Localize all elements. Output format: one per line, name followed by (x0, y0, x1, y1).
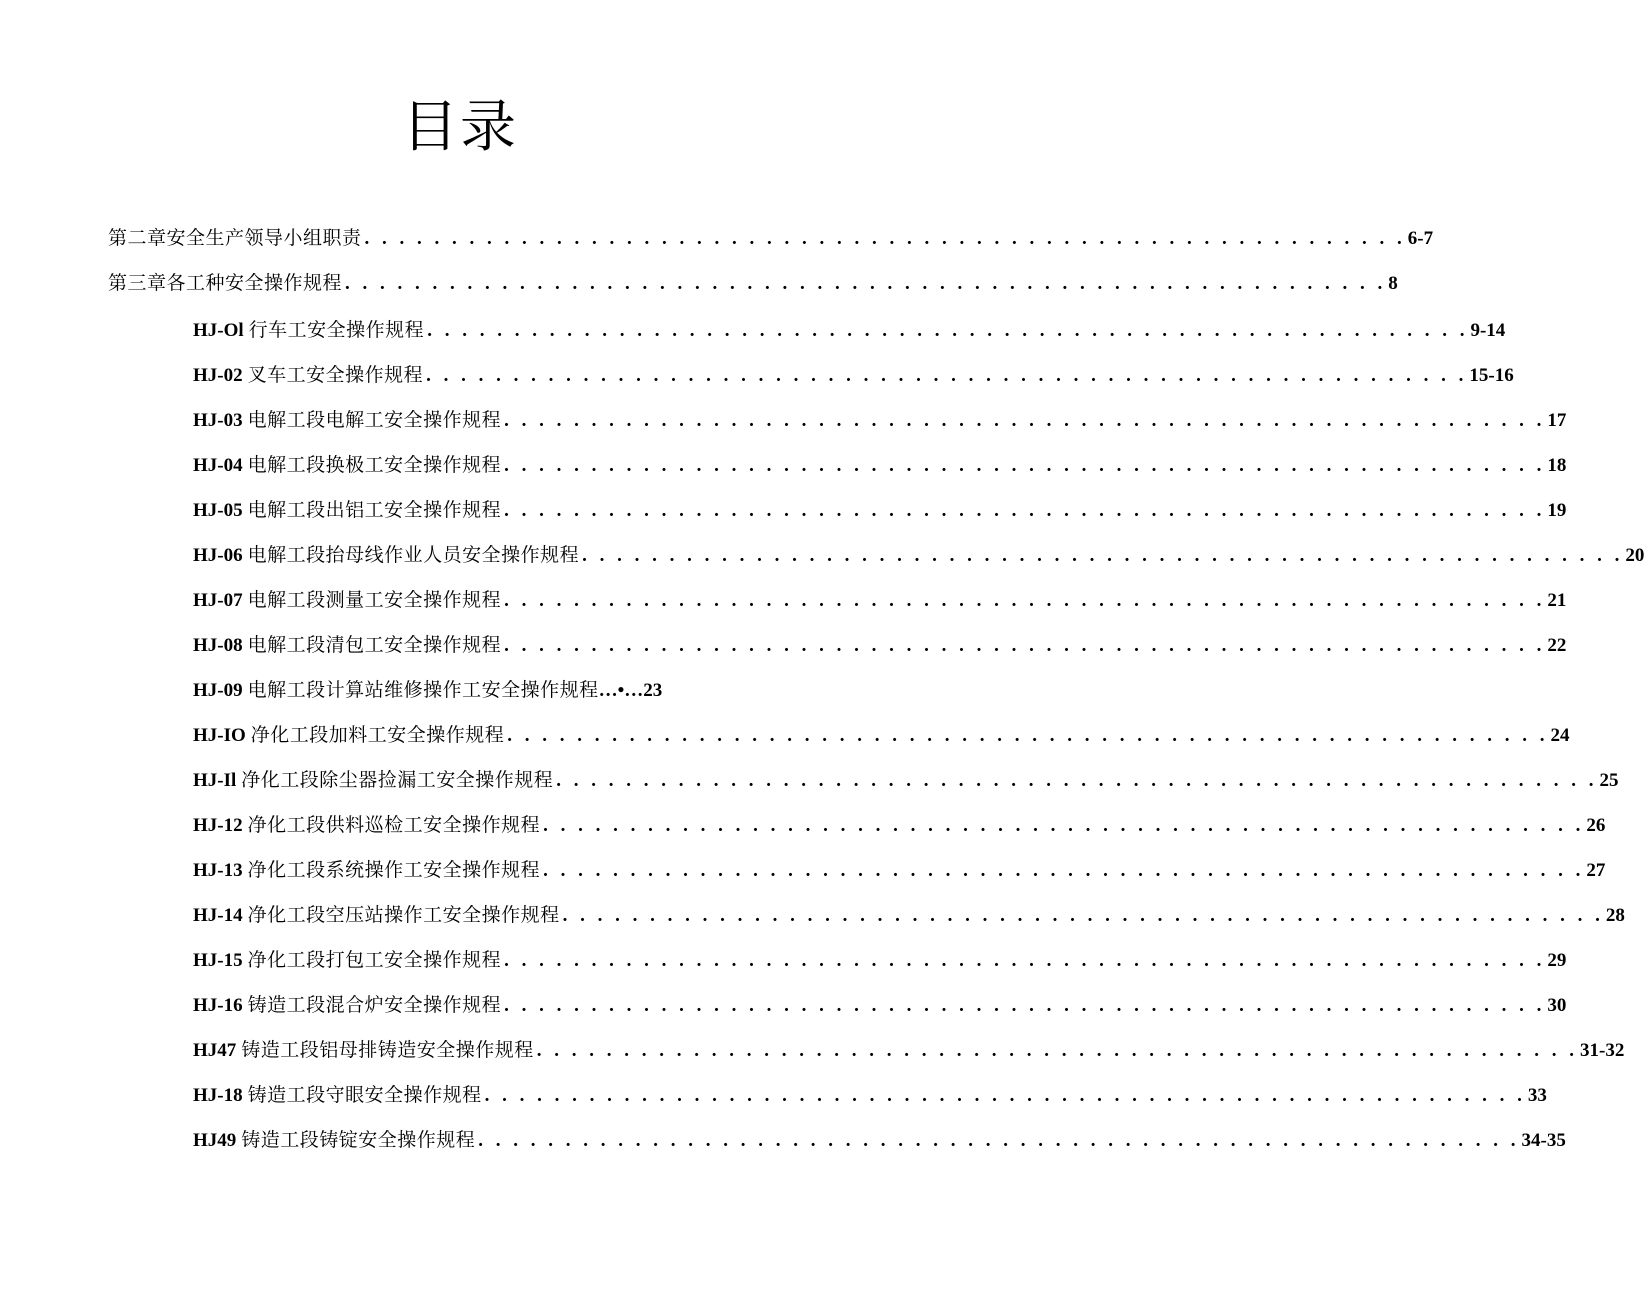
toc-page-number: 24 (1550, 725, 1570, 746)
toc-dot-leader: . . . . . . . . . . . . . . . . . . . . . . . . . . . . . . . . . . . . . . . . . . . . . . . . . . . . . . . . . . . . (582, 545, 1624, 566)
toc-entry-row[interactable] (193, 317, 1506, 344)
toc-entry-code: HJ-Il (193, 770, 237, 791)
toc-entry-row[interactable] (193, 767, 1619, 794)
toc-entry-row[interactable] (193, 587, 1567, 614)
toc-entry-row[interactable] (193, 677, 743, 704)
toc-dot-leader: . . . . . . . . . . . . . . . . . . . . . . . . . . . . . . . . . . . . . . . . . . . . . . . . . . . . . . . . . . . . (504, 590, 1546, 611)
toc-entry-row[interactable] (193, 812, 1606, 839)
toc-entry-code: HJ-13 (193, 860, 243, 881)
toc-entry-row[interactable] (193, 1127, 1566, 1154)
toc-entry-code: HJ-02 (193, 365, 243, 386)
toc-entry-title: 电解工段清包工安全操作规程 (247, 634, 502, 656)
toc-entry-code: HJ-14 (193, 905, 243, 926)
toc-entry-code: HJ-18 (193, 1085, 243, 1106)
toc-entry-title: 净化工段供料巡检工安全操作规程 (247, 814, 541, 836)
toc-entry-title: 行车工安全操作规程 (248, 319, 425, 341)
toc-page-number: 25 (1599, 770, 1619, 791)
toc-entry-row[interactable] (193, 632, 1567, 659)
toc-dot-leader: . . . . . . . . . . . . . . . . . . . . . . . . . . . . . . . . . . . . . . . . . . . . . . . . . . . . . . . . . . . . (504, 635, 1546, 656)
toc-chapter-title: 第三章各工种安全操作规程 (108, 272, 343, 294)
toc-page-number: 8 (1388, 273, 1398, 294)
toc-entry-row[interactable] (193, 362, 1514, 389)
toc-entry-title: 铸造工段铸锭安全操作规程 (241, 1129, 476, 1151)
toc-page-number: 27 (1586, 860, 1606, 881)
toc-entry-code: HJ-07 (193, 590, 243, 611)
toc-page-number: 6-7 (1407, 228, 1434, 249)
toc-page-number: 20 (1625, 545, 1644, 566)
toc-entry-row[interactable] (193, 722, 1570, 749)
toc-entry-title: 叉车工安全操作规程 (247, 364, 424, 386)
toc-entry-code: HJ-04 (193, 455, 243, 476)
toc-dot-leader: . . . . . . . . . . . . . . . . . . . . . . . . . . . . . . . . . . . . . . . . . . . . . . . . . . . . . . . . . . . . (364, 228, 1406, 249)
toc-entry-code: HJ-09 (193, 680, 243, 701)
toc-page-number: 29 (1547, 950, 1567, 971)
toc-chapter-title: 第二章安全生产领导小组职责 (108, 227, 362, 249)
toc-entry-code: HJ-06 (193, 545, 243, 566)
toc-page-number: 15-16 (1469, 365, 1514, 386)
toc-dot-leader: . . . . . . . . . . . . . . . . . . . . . . . . . . . . . . . . . . . . . . . . . . . . . . . . . . . . . . . . . . . . (504, 995, 1546, 1016)
toc-dot-leader: . . . . . . . . . . . . . . . . . . . . . . . . . . . . . . . . . . . . . . . . . . . . . . . . . . . . . . . . . . . . (543, 815, 1585, 836)
toc-entry-title: 净化工段打包工安全操作规程 (247, 949, 502, 971)
toc-page-number: 31-32 (1580, 1040, 1625, 1061)
toc-dot-leader: . . . . . . . . . . . . . . . . . . . . . . . . . . . . . . . . . . . . . . . . . . . . . . . . . . . . . . . . . . . . (543, 860, 1585, 881)
toc-dot-leader: . . . . . . . . . . . . . . . . . . . . . . . . . . . . . . . . . . . . . . . . . . . . . . . . . . . . . . . . . . . . (478, 1130, 1520, 1151)
toc-entry-title: 电解工段电解工安全操作规程 (247, 409, 502, 431)
toc-entry-code: HJ-03 (193, 410, 243, 431)
toc-chapter-row[interactable] (108, 270, 1398, 297)
toc-entry-title: 净化工段加料工安全操作规程 (250, 724, 505, 746)
toc-entry-code: HJ-05 (193, 500, 243, 521)
toc-entry-title: 电解工段测量工安全操作规程 (247, 589, 502, 611)
toc-entry-row[interactable] (193, 1082, 1547, 1109)
toc-entry-title: 铸造工段铝母排铸造安全操作规程 (241, 1039, 534, 1061)
toc-dot-leader: . . . . . . . . . . . . . . . . . . . . . . . . . . . . . . . . . . . . . . . . . . . . . . . . . . . . . . . . . . . . (562, 905, 1604, 926)
toc-entry-title: 电解工段计算站维修操作工安全操作规程 (247, 679, 599, 701)
page-title: 目录 (402, 95, 518, 160)
toc-page-number: 22 (1547, 635, 1567, 656)
toc-dot-leader: . . . . . . . . . . . . . . . . . . . . . . . . . . . . . . . . . . . . . . . . . . . . . . . . . . . . . . . . . . . . (504, 500, 1546, 521)
toc-page-number: 30 (1547, 995, 1567, 1016)
toc-dot-leader: . . . . . . . . . . . . . . . . . . . . . . . . . . . . . . . . . . . . . . . . . . . . . . . . . . . . . . . . . . . . (345, 273, 1387, 294)
toc-entry-title: 净化工段除尘器捡漏工安全操作规程 (241, 769, 554, 791)
toc-entry-code: HJ-IO (193, 725, 246, 746)
toc-entry-row[interactable] (193, 947, 1567, 974)
toc-page-number: 18 (1547, 455, 1567, 476)
toc-page-number: 21 (1547, 590, 1567, 611)
toc-dot-leader: . . . . . . . . . . . . . . . . . . . . . . . . . . . . . . . . . . . . . . . . . . . . . . . . . . . . . . . . . . . . (507, 725, 1549, 746)
toc-entry-code: HJ-15 (193, 950, 243, 971)
toc-dot-leader: . . . . . . . . . . . . . . . . . . . . . . . . . . . . . . . . . . . . . . . . . . . . . . . . . . . . . . . . . . . . (484, 1085, 1526, 1106)
toc-entry-code: HJ-08 (193, 635, 243, 656)
toc-entry-code: HJ-12 (193, 815, 243, 836)
toc-dot-leader: . . . . . . . . . . . . . . . . . . . . . . . . . . . . . . . . . . . . . . . . . . . . . . . . . . . . . . . . . . . . (504, 410, 1546, 431)
toc-page-number: 23 (643, 680, 663, 701)
toc-entry-row[interactable] (193, 857, 1606, 884)
toc-dot-leader: . . . . . . . . . . . . . . . . . . . . . . . . . . . . . . . . . . . . . . . . . . . . . . . . . . . . . . . . . . . . (556, 770, 1598, 791)
toc-entry-title: 铸造工段守眼安全操作规程 (247, 1084, 482, 1106)
toc-page-number: 34-35 (1521, 1130, 1566, 1151)
toc-entry-row[interactable] (193, 407, 1567, 434)
toc-entry-title: 净化工段系统操作工安全操作规程 (247, 859, 541, 881)
toc-entry-code: HJ49 (193, 1130, 237, 1151)
toc-entry-title: 电解工段出铝工安全操作规程 (247, 499, 502, 521)
toc-dot-leader: …•… (598, 680, 644, 701)
toc-page-number: 28 (1605, 905, 1625, 926)
toc-entry-row[interactable] (193, 902, 1625, 929)
toc-entry-row[interactable] (193, 1037, 1625, 1064)
toc-dot-leader: . . . . . . . . . . . . . . . . . . . . . . . . . . . . . . . . . . . . . . . . . . . . . . . . . . . . . . . . . . . . (427, 320, 1469, 341)
toc-page-number: 33 (1527, 1085, 1547, 1106)
toc-page-number: 9-14 (1470, 320, 1506, 341)
toc-entry-row[interactable] (193, 497, 1567, 524)
toc-dot-leader: . . . . . . . . . . . . . . . . . . . . . . . . . . . . . . . . . . . . . . . . . . . . . . . . . . . . . . . . . . . . (426, 365, 1468, 386)
toc-entry-code: HJ-16 (193, 995, 243, 1016)
toc-page-number: 26 (1586, 815, 1606, 836)
toc-chapter-row[interactable] (108, 225, 1434, 252)
toc-dot-leader: . . . . . . . . . . . . . . . . . . . . . . . . . . . . . . . . . . . . . . . . . . . . . . . . . . . . . . . . . . . . (504, 950, 1546, 971)
toc-entry-row[interactable] (193, 992, 1567, 1019)
toc-page-number: 19 (1547, 500, 1567, 521)
toc-page-number: 17 (1547, 410, 1567, 431)
toc-entry-title: 净化工段空压站操作工安全操作规程 (247, 904, 560, 926)
toc-entry-code: HJ47 (193, 1040, 237, 1061)
toc-entry-code: HJ-Ol (193, 320, 244, 341)
toc-entry-title: 铸造工段混合炉安全操作规程 (247, 994, 502, 1016)
toc-entry-row[interactable] (193, 542, 1644, 569)
toc-entry-row[interactable] (193, 452, 1567, 479)
toc-entry-title: 电解工段换极工安全操作规程 (247, 454, 502, 476)
toc-dot-leader: . . . . . . . . . . . . . . . . . . . . . . . . . . . . . . . . . . . . . . . . . . . . . . . . . . . . . . . . . . . . (536, 1040, 1579, 1061)
toc-entry-title: 电解工段抬母线作业人员安全操作规程 (247, 544, 580, 566)
toc-dot-leader: . . . . . . . . . . . . . . . . . . . . . . . . . . . . . . . . . . . . . . . . . . . . . . . . . . . . . . . . . . . . (504, 455, 1546, 476)
